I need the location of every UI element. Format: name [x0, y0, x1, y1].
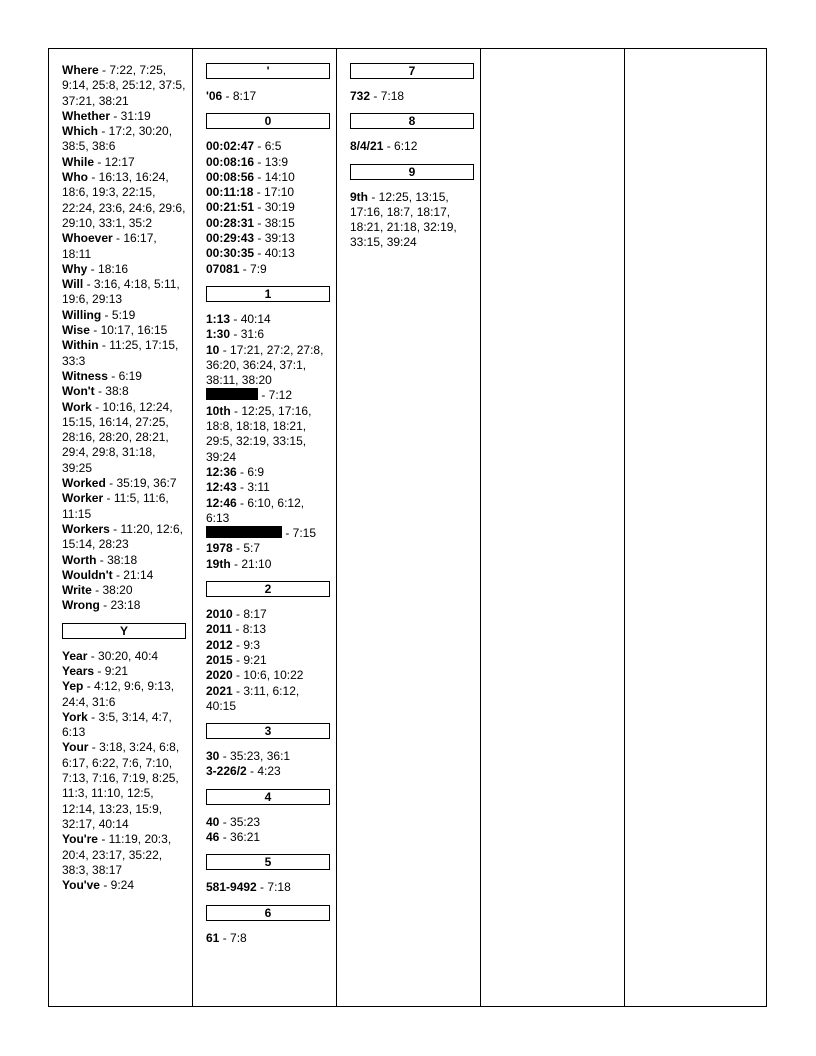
section-header: 7: [350, 63, 474, 79]
index-page-refs: 35:23: [230, 814, 261, 829]
index-entry: 2010 - 8:17: [206, 607, 267, 622]
section-gap: [206, 870, 330, 880]
index-entry: 00:29:43 - 39:13: [206, 231, 295, 246]
index-page-refs: 10:6, 10:22: [243, 668, 304, 683]
index-term: Where: [62, 63, 99, 77]
index-page-refs: 17:10: [264, 185, 295, 200]
section-gap: [206, 104, 330, 113]
section-header: 5: [206, 854, 330, 870]
index-entry: Work - 10:16, 12:24, 15:15, 16:14, 27:25, 28:16, 28:20, 28:21, 29:4, 29:8, 31:18, 39:25: [62, 399, 173, 475]
index-entry: 61 - 7:8: [206, 930, 247, 945]
index-entry: 00:08:16 - 13:9: [206, 154, 289, 169]
section-header: 8: [350, 113, 474, 129]
index-term: Won't: [62, 384, 95, 399]
index-entry: York - 3:5, 3:14, 4:7, 6:13: [62, 709, 172, 740]
index-term: 00:11:18: [206, 185, 254, 200]
index-page-refs: 10:17, 16:15: [100, 323, 168, 338]
index-term: 1978: [206, 541, 233, 556]
index-page-refs: 21:10: [241, 556, 272, 571]
index-entry: 00:30:35 - 40:13: [206, 246, 295, 261]
index-entry: Whether - 31:19: [62, 108, 151, 123]
index-entry: 00:02:47 - 6:5: [206, 139, 282, 154]
index-term: 61: [206, 930, 220, 945]
index-term: 00:29:43: [206, 231, 255, 246]
index-entry: 2012 - 9:3: [206, 637, 261, 652]
index-entry: Workers - 11:20, 12:6, 15:14, 28:23: [62, 521, 183, 552]
section-gap: [206, 780, 330, 789]
index-term: Wrong: [62, 598, 100, 613]
index-page-refs: 40:14: [240, 311, 271, 326]
index-term: Worker: [62, 491, 104, 506]
index-page-refs: 7:18: [380, 89, 405, 103]
index-page-refs: 8:17: [232, 89, 257, 103]
index-page-refs: 38:8: [105, 384, 129, 399]
index-term: 9th: [350, 189, 368, 204]
index-page-refs: 7:18: [267, 880, 291, 895]
index-page-refs: 7:12: [268, 388, 293, 403]
index-page-refs: 6:12: [394, 139, 418, 154]
index-page-refs: 12:17: [104, 154, 135, 169]
index-page-refs: 10:16, 12:24, 15:15, 16:14, 27:25, 28:16, 28:20, 28:21, 29:4, 29:8, 31:18, 39:25: [62, 399, 173, 475]
index-term: 19th: [206, 556, 231, 571]
section-header: 1: [206, 286, 330, 302]
index-term: Which: [62, 124, 98, 139]
section-header: ': [206, 63, 330, 79]
index-entry: Write - 38:20: [62, 583, 133, 598]
index-entry: 581-9492 - 7:18: [206, 880, 291, 895]
index-page-refs: 5:19: [111, 307, 136, 322]
index-term: Year: [62, 648, 88, 663]
section-header: 4: [206, 789, 330, 805]
section-gap: [350, 155, 474, 164]
index-page-refs: 9:21: [104, 663, 129, 678]
index-term: Who: [62, 170, 88, 185]
section-header: Y: [62, 623, 186, 639]
index-entry: While - 12:17: [62, 154, 135, 169]
index-entry: 3-226/2 - 4:23: [206, 764, 281, 779]
index-term: 1:30: [206, 327, 231, 342]
index-term: Willing: [62, 307, 102, 322]
index-page-refs: 7:22, 7:25, 9:14, 25:8, 25:12, 37:5, 37:21, 38:21: [62, 63, 186, 108]
index-page-refs: 6:5: [264, 139, 282, 154]
index-entry: Where - 7:22, 7:25, 9:14, 25:8, 25:12, 37:5, 37:21, 38:21: [62, 63, 186, 108]
index-entry: 19th - 21:10: [206, 556, 272, 571]
index-term: Within: [62, 338, 99, 353]
index-entry: Whoever - 16:17, 18:11: [62, 231, 157, 261]
index-entry: 00:21:51 - 30:19: [206, 200, 295, 215]
index-term: Workers: [62, 521, 110, 536]
index-entry: Worth - 38:18: [62, 552, 138, 567]
section-header: 0: [206, 113, 330, 129]
index-entry: You're - 11:19, 20:3, 20:4, 23:17, 35:22, 38:3, 38:17: [62, 832, 172, 877]
section-gap: [206, 302, 330, 312]
index-term: 2011: [206, 622, 233, 637]
index-term: Why: [62, 261, 88, 276]
index-entry: 10th - 12:25, 17:16, 18:8, 18:18, 18:21, 29:5, 32:19, 33:15, 39:24: [206, 403, 312, 464]
index-page-refs: 39:13: [264, 231, 295, 246]
index-entry: Worker - 11:5, 11:6, 11:15: [62, 491, 169, 521]
redaction-block: [206, 388, 258, 400]
index-page-refs: 7:15: [292, 526, 317, 541]
section-gap: [350, 104, 474, 113]
index-entry: Year - 30:20, 40:4: [62, 648, 159, 663]
index-page-refs: 35:19, 36:7: [116, 476, 177, 491]
index-entry: Witness - 6:19: [62, 368, 142, 383]
index-term: '06: [206, 89, 223, 103]
section-gap: [206, 714, 330, 723]
index-page-refs: 3:11: [247, 480, 270, 495]
index-entry: 1978 - 5:7: [206, 541, 261, 556]
index-entry: Wouldn't - 21:14: [62, 567, 154, 582]
index-term: 00:08:16: [206, 154, 255, 169]
index-entry: Wrong - 23:18: [62, 598, 141, 613]
index-page-refs: 38:20: [102, 583, 133, 598]
section-gap: [206, 805, 330, 815]
index-entry: Within - 11:25, 17:15, 33:3: [62, 338, 179, 368]
index-term: 00:21:51: [206, 200, 255, 215]
index-entry: 1:30 - 31:6: [206, 327, 265, 342]
index-term: Work: [62, 399, 92, 414]
index-term: 40: [206, 814, 220, 829]
index-term: Whether: [62, 108, 110, 123]
index-term: 10th: [206, 403, 231, 418]
index-page-refs: 4:23: [257, 764, 281, 779]
index-page-refs: 5:7: [243, 541, 261, 556]
index-page-refs: 36:21: [230, 829, 261, 844]
index-entry: Won't - 38:8: [62, 384, 129, 399]
index-entry: Years - 9:21: [62, 663, 129, 678]
index-page-refs: 3:5, 3:14, 4:7, 6:13: [62, 709, 172, 740]
index-entry: Will - 3:16, 4:18, 5:11, 19:6, 29:13: [62, 277, 180, 307]
index-term: Write: [62, 583, 92, 598]
index-entry: Why - 18:16: [62, 261, 129, 276]
index-column-3: [337, 49, 481, 1006]
index-term: Worked: [62, 476, 106, 491]
index-entry: 07081 - 7:9: [206, 261, 267, 276]
index-entry: - 7:12: [206, 388, 330, 403]
index-entry: 8/4/21 - 6:12: [350, 139, 418, 154]
index-page-refs: 3:16, 4:18, 5:11, 19:6, 29:13: [62, 277, 180, 307]
index-entry: 2015 - 9:21: [206, 652, 267, 667]
index-page-refs: 6:9: [247, 464, 265, 479]
index-page-refs: 35:23, 36:1: [230, 749, 291, 764]
index-term: Whoever: [62, 231, 113, 246]
index-entry: Which - 17:2, 30:20, 38:5, 38:6: [62, 124, 173, 154]
index-page-refs: 11:20, 12:6, 15:14, 28:23: [62, 521, 183, 552]
index-term: 12:36: [206, 464, 237, 479]
section-gap: [206, 572, 330, 581]
index-entry: You've - 9:24: [62, 878, 135, 893]
section-header: 9: [350, 164, 474, 180]
index-page-refs: 6:10, 6:12, 6:13: [206, 495, 305, 525]
section-gap: [206, 79, 330, 89]
index-entry: '06 - 8:17: [206, 89, 257, 103]
index-term: Yep: [62, 679, 84, 694]
index-page-refs: 31:19: [120, 108, 151, 123]
index-column-5: [625, 49, 768, 1006]
index-entry: Your - 3:18, 3:24, 6:8, 6:17, 6:22, 7:6, 7:10, 7:13, 7:16, 7:19, 8:25, 11:3, 11:10, 12:5, 12:14, 13:23, 15:9, 32:17, 40:14: [62, 740, 180, 831]
section-header: 3: [206, 723, 330, 739]
index-term: While: [62, 154, 94, 169]
index-term: 00:28:31: [206, 215, 255, 230]
index-page-refs: 7:8: [230, 930, 247, 945]
section-header: 6: [206, 905, 330, 921]
section-gap: [206, 597, 330, 607]
section-gap: [206, 896, 330, 905]
index-term: 07081: [206, 261, 240, 276]
index-term: 3-226/2: [206, 764, 247, 779]
index-entry: 40 - 35:23: [206, 814, 261, 829]
index-term: 2010: [206, 607, 233, 622]
index-term: York: [62, 709, 88, 724]
index-entry: 12:46 - 6:10, 6:12, 6:13: [206, 495, 305, 525]
index-entry: Yep - 4:12, 9:6, 9:13, 24:4, 31:6: [62, 679, 175, 709]
index-term: 2015: [206, 652, 233, 667]
index-page-refs: 38:18: [107, 552, 138, 567]
index-page-refs: 11:19, 20:3, 20:4, 23:17, 35:22, 38:3, 38:17: [62, 832, 172, 877]
section-gap: [206, 739, 330, 749]
index-page-frame: [48, 48, 767, 1007]
section-gap: [206, 921, 330, 931]
index-term: Years: [62, 663, 95, 678]
index-page-refs: 12:25, 17:16, 18:8, 18:18, 18:21, 29:5, 32:19, 33:15, 39:24: [206, 403, 312, 464]
index-term: 00:30:35: [206, 246, 255, 261]
index-entry: Willing - 5:19: [62, 307, 136, 322]
index-page-refs: 23:18: [110, 598, 141, 613]
index-page-refs: 17:2, 30:20, 38:5, 38:6: [62, 124, 173, 154]
index-entry: Who - 16:13, 16:24, 18:6, 19:3, 22:15, 22:24, 23:6, 24:6, 29:6, 29:10, 33:1, 35:2: [62, 170, 186, 230]
index-term: 12:46: [206, 495, 237, 510]
index-term: 00:02:47: [206, 139, 255, 154]
index-term: 732: [350, 89, 371, 103]
index-term: 46: [206, 829, 220, 844]
index-page-refs: 8:17: [243, 607, 267, 622]
index-entry: Worked - 35:19, 36:7: [62, 476, 177, 491]
index-term: 12:43: [206, 480, 237, 495]
index-term: Wise: [62, 323, 90, 338]
index-term: Will: [62, 277, 84, 292]
index-page-refs: 4:12, 9:6, 9:13, 24:4, 31:6: [62, 679, 175, 709]
index-term: 2012: [206, 637, 233, 652]
index-term: Your: [62, 740, 89, 755]
index-page-refs: 21:14: [123, 567, 154, 582]
index-entry: 00:28:31 - 38:15: [206, 215, 295, 230]
redaction-block: [206, 526, 282, 538]
index-entry: 46 - 36:21: [206, 829, 261, 844]
index-term: 30: [206, 749, 220, 764]
index-column-2: [193, 49, 337, 1006]
index-page-refs: 16:13, 16:24, 18:6, 19:3, 22:15, 22:24, 23:6, 24:6, 29:6, 29:10, 33:1, 35:2: [62, 170, 186, 230]
index-entry: 2011 - 8:13: [206, 622, 267, 637]
index-page-refs: 9:3: [243, 637, 261, 652]
index-entry: 2021 - 3:11, 6:12, 40:15: [206, 683, 300, 713]
index-page-refs: 11:5, 11:6, 11:15: [62, 491, 169, 521]
index-entry: 00:11:18 - 17:10: [206, 185, 295, 200]
index-entry: 12:36 - 6:9: [206, 464, 265, 479]
index-entry: Wise - 10:17, 16:15: [62, 323, 168, 338]
index-page-refs: 14:10: [264, 169, 295, 184]
index-entry: 1:13 - 40:14: [206, 311, 271, 326]
index-page-refs: 6:19: [118, 368, 142, 383]
index-entry: - 7:15: [206, 526, 330, 541]
section-header: 2: [206, 581, 330, 597]
index-term: 8/4/21: [350, 139, 384, 154]
index-entry: 732 - 7:18: [350, 89, 405, 103]
index-entry: 2020 - 10:6, 10:22: [206, 668, 304, 683]
index-term: 2020: [206, 668, 233, 683]
section-gap: [206, 845, 330, 854]
index-term: Worth: [62, 552, 97, 567]
index-term: Wouldn't: [62, 567, 113, 582]
index-term: 10: [206, 342, 220, 357]
index-entry: 30 - 35:23, 36:1: [206, 749, 291, 764]
section-gap: [350, 79, 474, 89]
section-gap: [206, 129, 330, 139]
index-entry: 9th - 12:25, 13:15, 17:16, 18:7, 18:17, 18:21, 21:18, 32:19, 33:15, 39:24: [350, 189, 457, 250]
index-entry: 12:43 - 3:11: [206, 480, 270, 495]
index-term: 00:08:56: [206, 169, 255, 184]
index-page-refs: 3:18, 3:24, 6:8, 6:17, 6:22, 7:6, 7:10, 7:13, 7:16, 7:19, 8:25, 11:3, 11:10, 12:5, 12:14, 13:23, 15:9, 32:17, 40:14: [62, 740, 180, 831]
index-term: You're: [62, 832, 98, 847]
index-page-refs: 30:19: [264, 200, 295, 215]
index-page-refs: 16:17, 18:11: [62, 231, 157, 261]
section-gap: [62, 614, 186, 623]
index-page-refs: 9:21: [243, 652, 267, 667]
index-term: You've: [62, 878, 100, 893]
index-term: 1:13: [206, 311, 231, 326]
index-term: Witness: [62, 368, 108, 383]
index-column-1: [49, 49, 193, 1006]
index-column-4: [481, 49, 625, 1006]
index-page-refs: 13:9: [264, 154, 289, 169]
section-gap: [350, 129, 474, 139]
index-page-refs: 3:11, 6:12, 40:15: [206, 683, 300, 713]
section-gap: [206, 277, 330, 286]
index-entry: 00:08:56 - 14:10: [206, 169, 295, 184]
index-page-refs: 11:25, 17:15, 33:3: [62, 338, 179, 368]
index-page-refs: 12:25, 13:15, 17:16, 18:7, 18:17, 18:21, 21:18, 32:19, 33:15, 39:24: [350, 189, 457, 250]
section-gap: [350, 180, 474, 190]
index-page-refs: 38:15: [264, 215, 295, 230]
index-page-refs: 31:6: [240, 327, 265, 342]
index-term: 581-9492: [206, 880, 257, 895]
index-page-refs: 8:13: [242, 622, 267, 637]
index-page-refs: 18:16: [98, 261, 129, 276]
index-page-refs: 30:20, 40:4: [98, 648, 159, 663]
index-page-refs: 40:13: [264, 246, 295, 261]
section-gap: [62, 639, 186, 649]
index-term: 2021: [206, 683, 233, 698]
index-page-refs: 9:24: [110, 878, 135, 893]
index-page-refs: 17:21, 27:2, 27:8, 36:20, 36:24, 37:1, 38:11, 38:20: [206, 342, 324, 388]
index-page-refs: 7:9: [250, 261, 267, 276]
index-entry: 10 - 17:21, 27:2, 27:8, 36:20, 36:24, 37:1, 38:11, 38:20: [206, 342, 324, 388]
